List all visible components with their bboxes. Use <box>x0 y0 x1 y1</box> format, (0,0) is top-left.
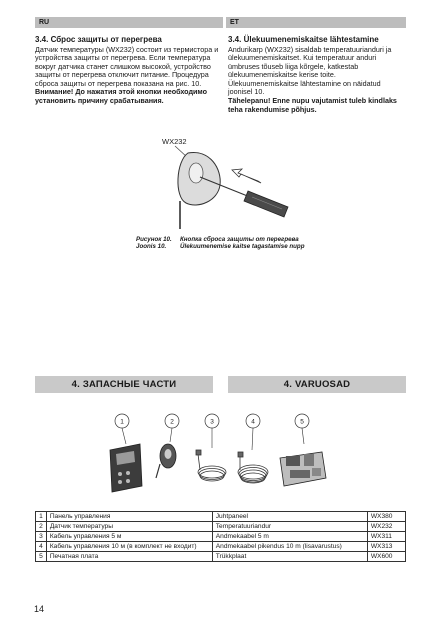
et-body-text: Andurikarp (WX232) sisaldab temperatuurianduri ja ülekuumenemiskaitset. Kui temperatuur anduri ümbruses tõuseb liiga kõrgele, katkestab ülekuumenemiskaitse kerise toite. Ülekuumenemiskaitse lähtestamine on näidatud joonisel 10. <box>228 44 392 97</box>
spare-parts-heading-ru: 4. ЗАПАСНЫЕ ЧАСТИ <box>35 376 213 393</box>
caption-et-text: Ülekuumenemise kaitse tagastamise nupp <box>180 243 305 251</box>
part-name-ru: Кабель управления 10 м (в комплект не входит) <box>46 542 212 552</box>
callout-5-number: 5 <box>300 418 304 426</box>
caption-et-number: Joonis 10. <box>136 243 167 251</box>
part-number: 2 <box>36 522 47 532</box>
control-cable-10m-drawing <box>238 452 268 483</box>
part-number: 3 <box>36 532 47 542</box>
part-name-ru: Панель управления <box>46 512 212 522</box>
figure-10-caption <box>136 236 304 251</box>
table-row <box>36 522 406 532</box>
ru-body-text: Датчик температуры (WX232) состоит из термистора и устройства защиты от перегрева. Если температура вокруг датчика станет слишком высокой, устройство защиты от перегрева отключит питание. Процедура сброса защиты от перегрева показана на рис. 10. <box>35 44 219 88</box>
part-number: 4 <box>36 542 47 552</box>
part-name-et: Andmekaabel 5 m <box>212 532 367 542</box>
caption-et-row <box>136 243 304 250</box>
table-row <box>36 542 406 552</box>
part-code: WX311 <box>367 532 405 542</box>
reset-button-shape <box>189 163 203 183</box>
spare-parts-heading-et: 4. VARUOSAD <box>228 376 406 393</box>
callout-1-number: 1 <box>120 418 124 426</box>
circuit-board-drawing <box>280 452 326 486</box>
part-name-et: Trükkplaat <box>212 552 367 562</box>
language-label-ru: RU <box>39 19 50 26</box>
caption-ru-text: Кнопка сброса защиты от перегрева <box>180 236 299 243</box>
spare-parts-illustration <box>100 408 340 500</box>
screwdriver-handle <box>244 191 288 217</box>
ru-warning: Внимание! До нажатия этой кнопки необходимо установить причину срабатывания. <box>35 87 208 106</box>
figure-10-label: WX232 <box>162 137 187 146</box>
caption-ru-row <box>136 236 304 243</box>
callout-4-number: 4 <box>251 418 255 426</box>
table-row <box>36 512 406 522</box>
part-name-ru: Печатная плата <box>46 552 212 562</box>
ru-section-title: 3.4. Сброс защиты от перегрева <box>35 35 162 44</box>
part-code: WX232 <box>367 522 405 532</box>
page-number: 14 <box>34 604 45 614</box>
control-panel-drawing <box>110 444 142 492</box>
part-name-et: Juhtpaneel <box>212 512 367 522</box>
part-name-et: Temperatuuriandur <box>212 522 367 532</box>
callout-5 <box>295 414 309 428</box>
ru-column <box>35 35 223 106</box>
language-tab-et <box>226 17 406 28</box>
table-row <box>36 532 406 542</box>
part-name-ru: Датчик температуры <box>46 522 212 532</box>
part-name-ru: Кабель управления 5 м <box>46 532 212 542</box>
callout-3 <box>205 414 219 428</box>
language-tab-ru <box>35 17 223 28</box>
part-number: 1 <box>36 512 47 522</box>
et-warning: Tähelepanu! Enne nupu vajutamist tuleb kindlaks teha rakendumise põhjus. <box>228 96 397 114</box>
table-row <box>36 552 406 562</box>
figure-10-illustration <box>140 133 340 233</box>
language-label-et: ET <box>230 19 239 26</box>
et-column <box>228 35 406 114</box>
leader-lines <box>122 428 304 450</box>
callout-1 <box>115 414 129 428</box>
callout-4 <box>246 414 260 428</box>
callout-3-number: 3 <box>210 418 214 426</box>
control-cable-5m-drawing <box>196 450 226 481</box>
spare-parts-table <box>35 511 406 562</box>
part-code: WX600 <box>367 552 405 562</box>
callout-2 <box>165 414 179 428</box>
temperature-sensor-drawing <box>156 444 176 478</box>
callout-2-number: 2 <box>170 418 174 426</box>
et-section-title: 3.4. Ülekuumenemiskaitse lähtestamine <box>228 35 379 44</box>
part-number: 5 <box>36 552 47 562</box>
caption-ru-number: Рисунок 10. <box>136 236 172 243</box>
arrow-icon <box>232 169 261 183</box>
part-code: WX313 <box>367 542 405 552</box>
part-name-et: Andmekaabel pikendus 10 m (lisavarustus) <box>212 542 367 552</box>
part-code: WX380 <box>367 512 405 522</box>
